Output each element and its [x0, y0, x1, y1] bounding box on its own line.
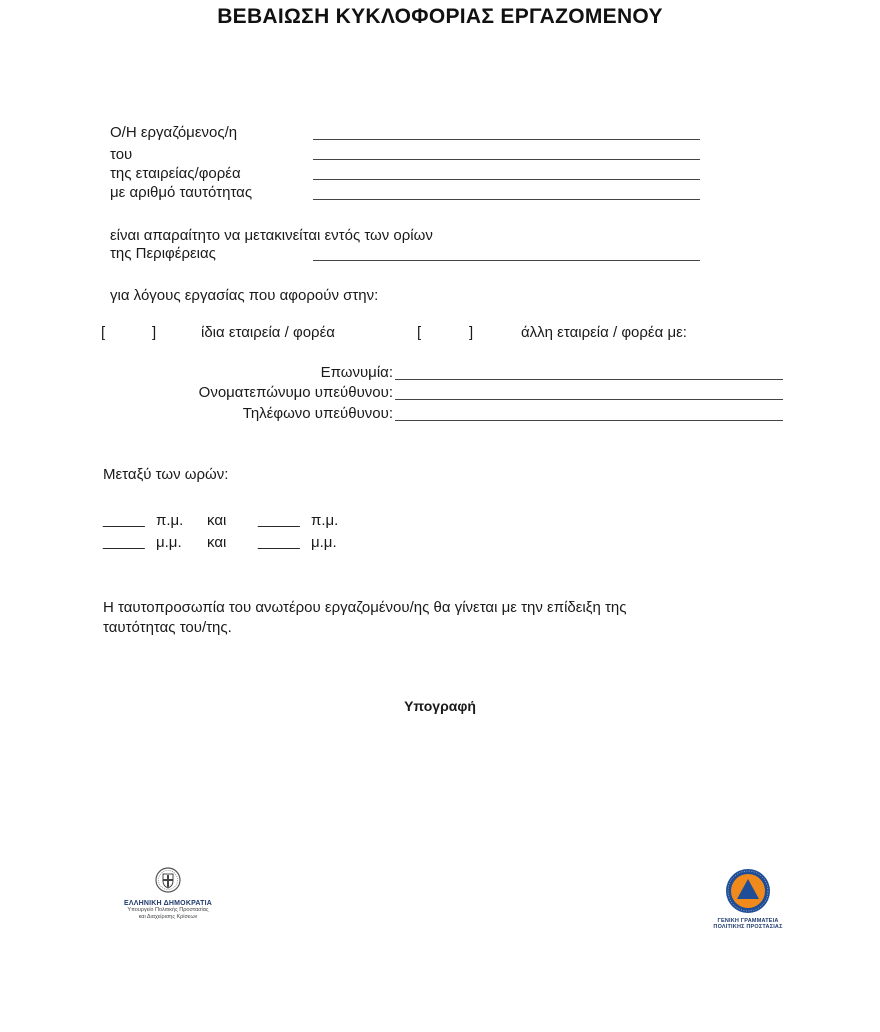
- identity-line-1: Η ταυτοπροσωπία του ανωτέρου εργαζομένου/ης θα γίνεται με την επίδειξη της: [103, 599, 627, 616]
- ministry-line-1: Υπουργείο Πολιτικής Προστασίας: [127, 907, 209, 913]
- responsible-name-line[interactable]: [395, 399, 783, 400]
- hellenic-republic-title: ΕΛΛΗΝΙΚΗ ΔΗΜΟΚΡΑΤΙΑ: [124, 900, 212, 907]
- id-number-line[interactable]: [313, 199, 700, 200]
- hours-pm-start-blank[interactable]: _____: [103, 533, 145, 550]
- pm-label-1: μ.μ.: [156, 534, 182, 551]
- hours-am-start-blank[interactable]: _____: [103, 511, 145, 528]
- signature-label: Υπογραφή: [404, 698, 476, 714]
- of-line[interactable]: [313, 159, 700, 160]
- general-secretariat-line-2: ΠΟΛΙΤΙΚΗΣ ΠΡΟΣΤΑΣΙΑΣ: [713, 924, 783, 930]
- ministry-line-2: και Διαχείρισης Κρίσεων: [138, 914, 198, 920]
- label-region: της Περιφέρειας: [110, 245, 216, 262]
- same-company-checkbox[interactable]: [109, 322, 151, 344]
- footer-left-text: [100, 900, 236, 921]
- other-company-checkbox[interactable]: [425, 322, 467, 344]
- document-title: ΒΕΒΑΙΩΣΗ ΚΥΚΛΟΦΟΡΙΑΣ ΕΡΓΑΖΟΜΕΝΟΥ: [217, 5, 663, 28]
- hours-am-end-blank[interactable]: _____: [258, 511, 300, 528]
- identity-line-2: ταυτότητας του/της.: [103, 619, 232, 636]
- label-responsible-phone: Τηλέφωνο υπεύθυνου:: [242, 405, 393, 422]
- bracket-open-other: [: [417, 324, 422, 341]
- responsible-phone-line[interactable]: [395, 420, 783, 421]
- employee-line[interactable]: [313, 139, 700, 140]
- bracket-open-same: [: [101, 324, 106, 341]
- label-company-name: Επωνυμία:: [320, 364, 393, 381]
- general-secretariat-line-1: ΓΕΝΙΚΗ ΓΡΑΜΜΑΤΕΙΑ: [717, 918, 779, 924]
- company-name-line[interactable]: [395, 379, 783, 380]
- label-responsible-name: Ονοματεπώνυμο υπεύθυνου:: [198, 384, 393, 401]
- reasons-intro: για λόγους εργασίας που αφορούν στην:: [110, 287, 379, 304]
- and-label-2: και: [207, 534, 227, 551]
- region-line[interactable]: [313, 260, 700, 261]
- footer-right-text: [695, 918, 801, 930]
- hours-label: Μεταξύ των ωρών:: [103, 466, 229, 483]
- label-of: του: [110, 146, 133, 163]
- label-company: της εταιρείας/φορέα: [110, 165, 241, 182]
- am-label-2: π.μ.: [311, 512, 339, 529]
- label-employee: Ο/Η εργαζόμενος/η: [110, 124, 238, 141]
- company-line[interactable]: [313, 179, 700, 180]
- hours-pm-end-blank[interactable]: _____: [258, 533, 300, 550]
- pm-label-2: μ.μ.: [311, 534, 337, 551]
- am-label-1: π.μ.: [156, 512, 184, 529]
- bracket-close-same: ]: [152, 324, 157, 341]
- and-label-1: και: [207, 512, 227, 529]
- movement-text: είναι απαραίτητο να μετακινείται εντός των ορίων: [110, 227, 433, 244]
- label-id-number: με αριθμό ταυτότητας: [110, 184, 253, 201]
- label-same-company: ίδια εταιρεία / φορέα: [201, 324, 335, 341]
- bracket-close-other: ]: [469, 324, 474, 341]
- civil-protection-emblem-icon: [725, 868, 771, 919]
- greek-coat-of-arms-icon: [155, 866, 181, 899]
- label-other-company: άλλη εταιρεία / φορέα με:: [521, 324, 687, 341]
